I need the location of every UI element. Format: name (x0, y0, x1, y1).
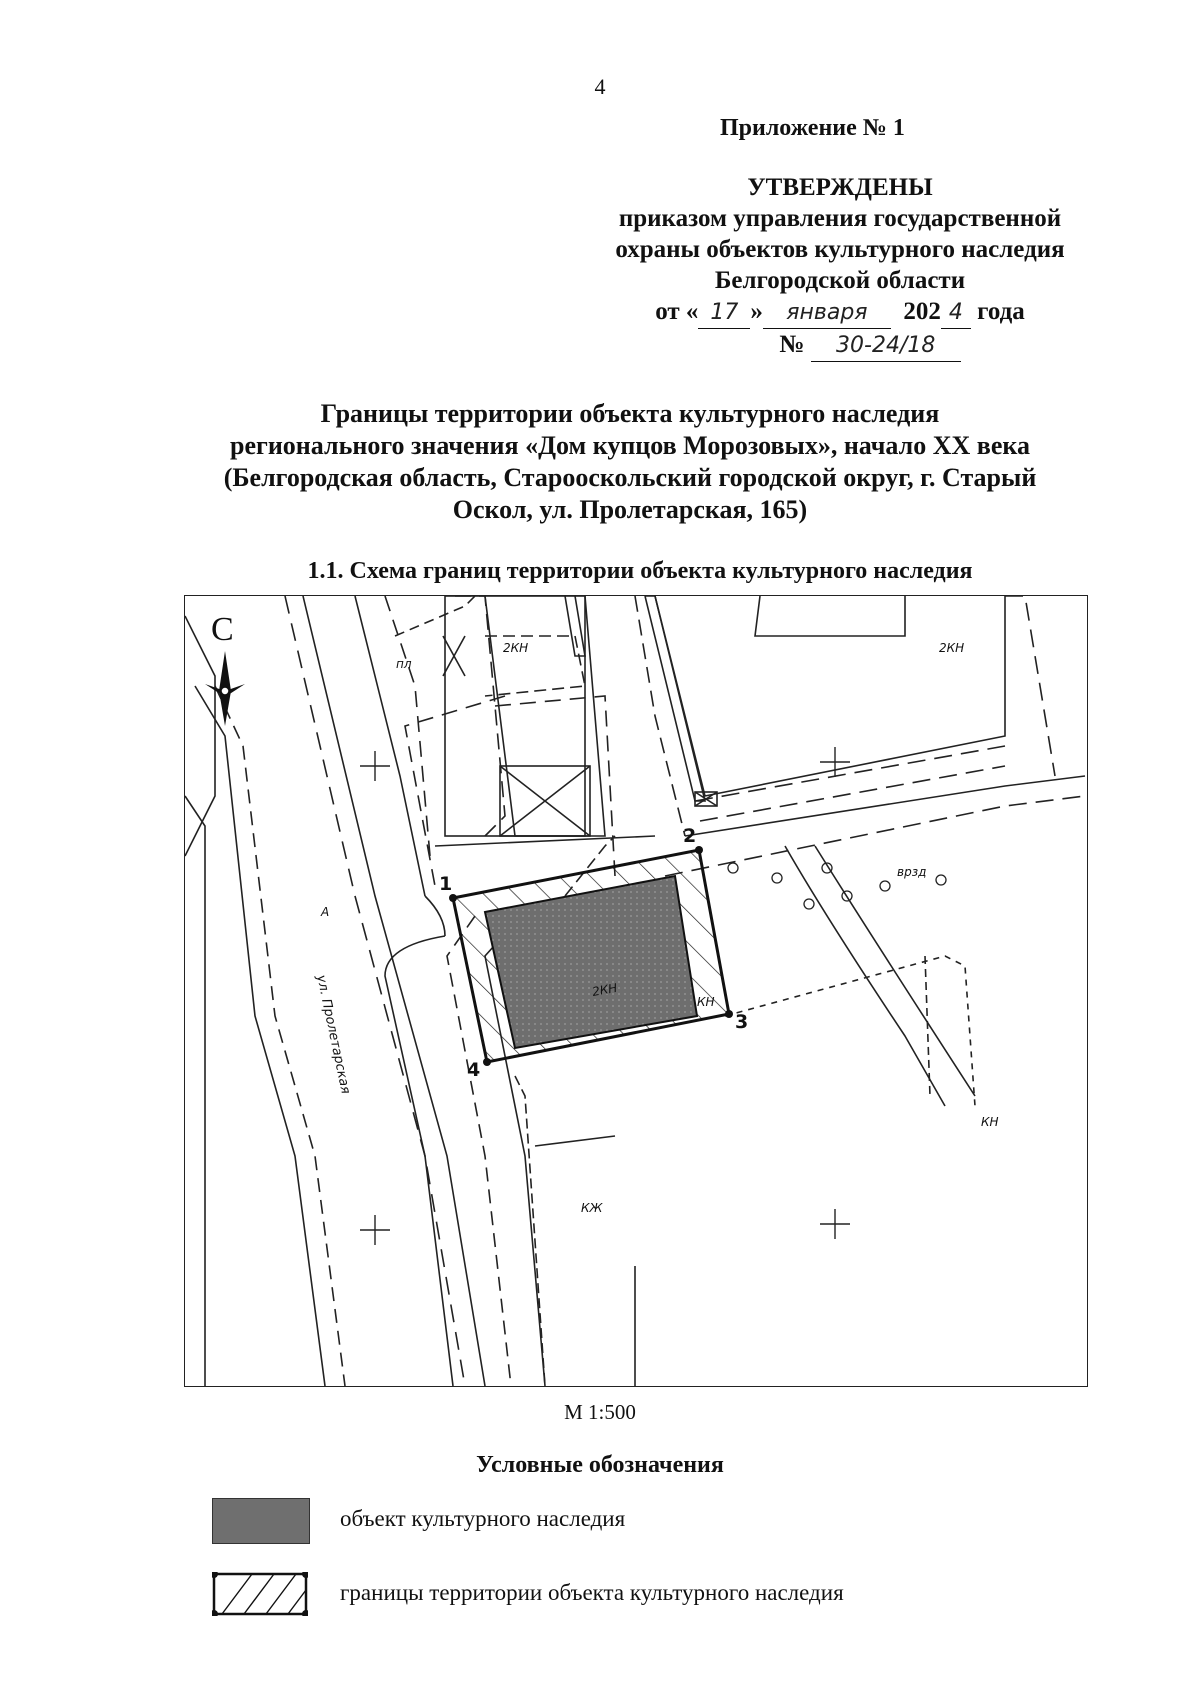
date-day: 17 (698, 297, 750, 329)
north-arrow (205, 651, 245, 726)
approval-line-1: приказом управления государственной (618, 205, 1062, 232)
point-1: 1 (439, 873, 453, 895)
approval-number (560, 329, 1120, 362)
point-4: 4 (467, 1059, 481, 1081)
date-mid: » (750, 298, 763, 325)
legend-label-boundary: границы территории объекта культурного наследия (340, 1580, 844, 1605)
label-2kn-c: 2КН (591, 980, 619, 999)
appendix-label: Приложение № 1 (720, 115, 905, 141)
map-svg (185, 596, 1087, 1386)
label-kzh: КЖ (581, 1201, 603, 1215)
legend-swatch-boundary (212, 1572, 308, 1616)
label-2kn-b: 2КН (939, 641, 965, 655)
page-number: 4 (594, 74, 606, 99)
date-month: января (763, 297, 891, 329)
approval-block (560, 172, 1120, 362)
legend-label-object: объект культурного наследия (340, 1506, 626, 1531)
approval-heading: УТВЕРЖДЕНЫ (747, 174, 933, 201)
label-pl: пл (396, 657, 412, 671)
title-line-1: Границы территории объекта культурного наследия (320, 399, 940, 428)
label-kn-a: КН (697, 995, 715, 1009)
label-a: А (321, 905, 330, 919)
number-prefix: № (779, 331, 805, 358)
point-3: 3 (735, 1011, 749, 1033)
title-line-2: регионального значения «Дом купцов Морозовых», начало XX века (230, 431, 1030, 460)
title-line-3: (Белгородская область, Старооскольский городской округ, г. Старый (223, 463, 1037, 492)
legend-item-boundary (212, 1572, 1112, 1622)
legend-swatch-object (212, 1498, 310, 1544)
road-edges-left (185, 596, 485, 1386)
boundary-map (184, 595, 1088, 1387)
date-prefix: от « (655, 298, 699, 325)
approval-date (560, 296, 1120, 329)
date-suffix: года (977, 298, 1025, 325)
legend-title: Условные обозначения (476, 1452, 724, 1478)
label-kn-b: КН (981, 1115, 999, 1129)
document-title (150, 398, 1110, 526)
date-year-digit: 4 (941, 297, 971, 329)
north-label: С (211, 611, 234, 648)
map-scale: М 1:500 (564, 1400, 636, 1424)
schema-title: 1.1. Схема границ территории объекта культурного наследия (307, 558, 973, 584)
label-vrzd: врзд (897, 865, 927, 879)
legend-item-object (212, 1498, 1112, 1548)
street-label: ул. Пролетарская (313, 973, 353, 1096)
point-2: 2 (683, 825, 697, 847)
approval-line-3: Белгородской области (714, 267, 966, 294)
order-number: 30-24/18 (811, 330, 961, 362)
date-year-prefix: 202 (903, 298, 941, 325)
title-line-4: Оскол, ул. Пролетарская, 165) (452, 495, 808, 524)
label-2kn-a: 2КН (503, 641, 529, 655)
approval-line-2: охраны объектов культурного наследия (615, 236, 1065, 263)
